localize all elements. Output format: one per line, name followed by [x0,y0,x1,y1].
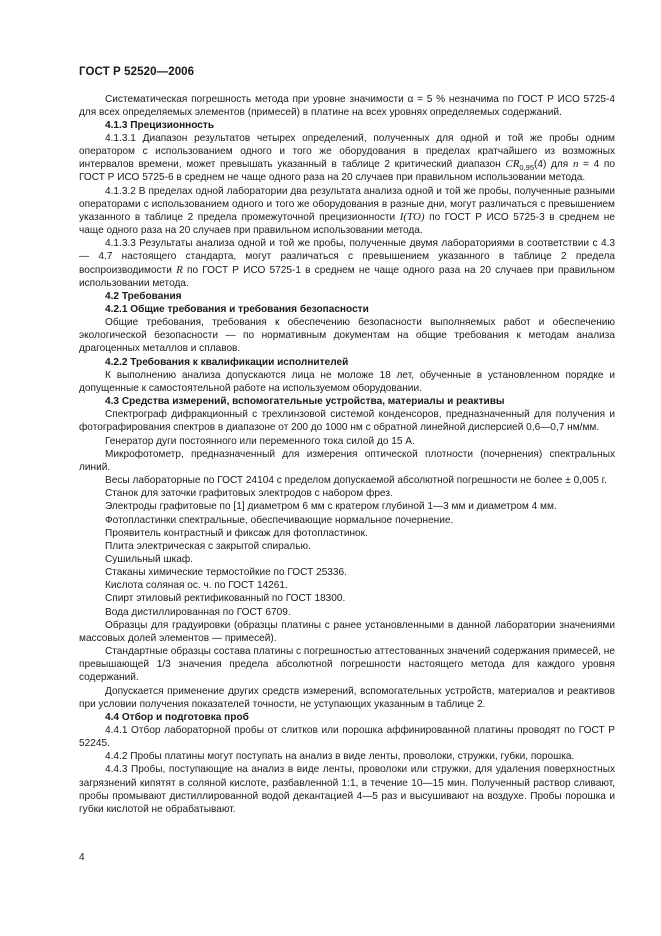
paragraph-water: Вода дистиллированная по ГОСТ 6709. [105,606,291,618]
text-4-1-3-2-end: по ГОСТ Р ИСО 5725-3 в среднем не чаще одного раза на 20 случаев при правильном использовании метода. [79,211,615,237]
paragraph-electrodes: Электроды графитовые по [1] диаметром 6 мм с кратером глубиной 1—3 мм и диаметром 4 мм. [105,501,557,513]
page-number: 4 [79,852,85,863]
heading-4-1-3: 4.1.3 Прецизионность [105,119,215,131]
heading-4-3: 4.3 Средства измерений, вспомогательные устройства, материалы и реактивы [105,396,505,408]
heading-4-2-1: 4.2.1 Общие требования и требования безопасности [105,304,369,315]
formula-r-symbol: R [176,263,183,276]
paragraph-4-2-2: К выполнению анализа допускаются лица не моложе 18 лет, обученные в установленном порядке и допущенные к самостоятельной работе на используемом оборудовании. [79,369,615,394]
paragraph-other-equipment: Допускается применение других средств измерений, вспомогательных устройств, материалов и реактивов при условии получения показателей точности, не уступающих указанным в таблице 2. [79,685,615,710]
heading-4-2-2: 4.2.2 Требования к квалификации исполнителей [105,356,349,368]
paragraph-standard-samples: Стандартные образцы состава платины с погрешностью аттестованных значений содержания примесей, не превышающей 1/3 значения предела абсолютной погрешности настоящего метода для каждого уровня содержаний. [79,646,615,684]
text-4-1-3-3-end: по ГОСТ Р ИСО 5725-1 в среднем не чаще одного раза на 20 случаев при правильном использовании метода. [79,264,615,289]
page-content [79,93,615,817]
paragraph-4-4-2: 4.4.2 Пробы платины могут поступать на анализ в виде ленты, проволоки, стружки, губки, порошка. [105,751,575,763]
formula-cr-argument: (4) для [534,159,573,171]
paragraph-lathe: Станок для заточки графитовых электродов с набором фрез. [105,488,393,500]
paragraph-cabinet: Сушильный шкаф. [105,553,193,565]
paragraph-4-4-3: 4.4.3 Пробы, поступающие на анализ в виде ленты, проволоки или стружки, для удаления поверхностных загрязнений кипятят в соляной кислоте, разбавленной 1:1, в течение 10—15 мин. Полученный раствор сливают, пробы промывают дистиллированной водой декантацией 4—5 раз и высушивают на воздухе. Пробы порошка и губки кислотой не обрабатывают. [79,764,615,815]
paragraph-stove: Плита электрическая с закрытой спиралью. [105,540,311,552]
formula-n-symbol: n [572,158,579,171]
paragraph-4-2-1: Общие требования, требования к обеспечению безопасности выполняемых работ и обеспечению экологической безопасности — по нормативным документам на общие требования к методам анализа драгоценных металлов и сплавов. [79,317,615,355]
formula-cr-subscript: 0,95 [519,163,535,173]
paragraph-microphotometer: Микрофотометр, предназначенный для измерения оптической плотности (почернения) спектральных линий. [79,448,615,473]
paragraph-generator: Генератор дуги постоянного или переменного тока силой до 15 А. [105,435,415,447]
paragraph-4-1-3-2 [79,185,615,238]
paragraph-spectrograph: Спектрограф дифракционный с трехлинзовой системой конденсоров, предназначенный для получения и фотографирования спектров в диапазоне от 200 до 1000 нм с обратной линейной дисперсией 0,6—0,7 нм/мм. [79,409,615,434]
paragraph-calibration-samples: Образцы для градуировки (образцы платины с ранее установленными в данной лаборатории значениями массовых долей элементов — примесей). [79,619,615,644]
heading-4-2: 4.2 Требования [105,290,182,302]
text-4-1-3-1-start: 4.1.3.1 Диапазон результатов четырех определений, полученных для одной и той же пробы одним оператором с использованием одного и того же оборудования в пределах кратчайшего из возможных интервалов времени, может превышать указанный в таблице 2 критический диапазон [79,132,615,171]
paragraph-developer: Проявитель контрастный и фиксаж для фотопластинок. [105,527,368,539]
text-4-1-3-1-end: = 4 по ГОСТ Р ИСО 5725-6 в среднем не чаще одного раза на 20 случаев при правильном использовании метода. [79,159,615,184]
paragraph-4-1-3-1 [79,132,615,185]
paragraph-systematic-error: Систематическая погрешность метода при уровне значимости α = 5 % незначима по ГОСТ Р ИСО 5725-4 для всех определяемых элементов (примесей) в платине на всех уровнях определяемых содержаний. [79,93,615,118]
paragraph-plates: Фотопластинки спектральные, обеспечивающие нормальное почернение. [105,514,454,526]
paragraph-alcohol: Спирт этиловый ректификованный по ГОСТ 18300. [105,593,346,605]
paragraph-beakers: Стаканы химические термостойкие по ГОСТ 25336. [105,567,347,579]
formula-ito-symbol: I(TO) [399,210,425,223]
text-4-1-3-3-start: 4.1.3.3 Результаты анализа одной и той же пробы, полученные двумя лабораториями в соответствии с 4.3 — 4.7 настоящего стандарта, могут различаться с превышением указанного в таблице 2 предела воспроизводимости [79,238,615,276]
heading-4-4: 4.4 Отбор и подготовка проб [105,711,249,723]
formula-cr-symbol: CR [505,158,520,171]
paragraph-scales: Весы лабораторные по ГОСТ 24104 с пределом допускаемой абсолютной погрешности не более ± 0,005 г. [105,475,607,487]
paragraph-4-1-3-3 [79,237,615,290]
paragraph-4-4-1: 4.4.1 Отбор лабораторной пробы от слитков или порошка аффинированной платины проводят по ГОСТ Р 52245. [79,725,615,750]
paragraph-acid: Кислота соляная ос. ч. по ГОСТ 14261. [105,580,288,592]
text-4-1-3-2-start: 4.1.3.2 В пределах одной лаборатории два результата анализа одной и той же пробы, полученные разными операторами с использованием одного и того же оборудования в разные дни, могут различаться с превышением указанного в таблице 2 предела промежуточной прецизионности [79,185,615,223]
running-header: ГОСТ Р 52520—2006 [79,66,195,78]
